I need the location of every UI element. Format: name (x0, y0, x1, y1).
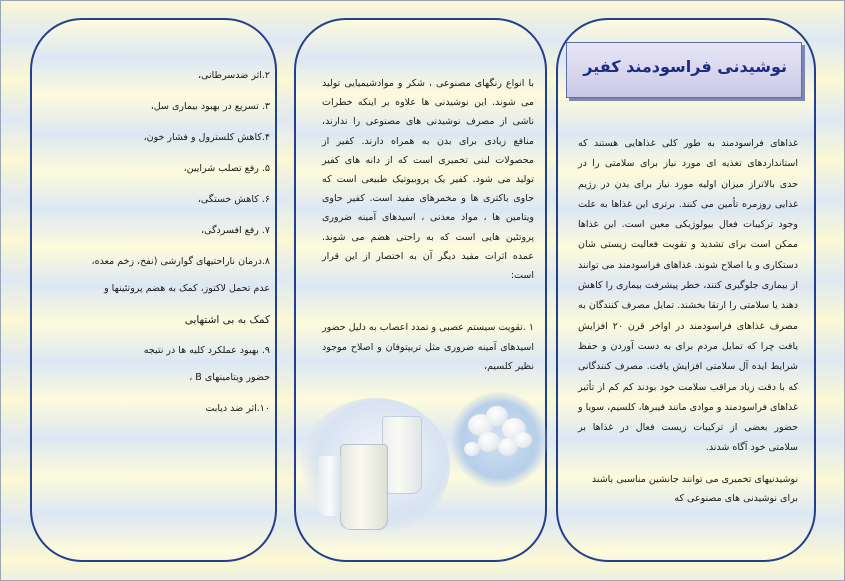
intro-paragraph-2: نوشیدنیهای تخمیری می توانند جانشین مناسبی باشند برای نوشیدنی های مصنوعی که (591, 474, 798, 504)
list-item: ۵. رفع تصلب شرایین، (183, 163, 270, 174)
intro-paragraph: غذاهای فراسودمند به طور کلی غذاهایی هستند که استانداردهای تغذیه ای مورد نیاز برای سلامتی را در حدی بالاتراز میزان اولیه مورد نیاز برای بدن در رژیم غذایی روزمره تأمین می کنند. برتری این غذاها به علت وجود ترکیبات فعال بیولوژیکی معین است. این غذاها ممکن است برای تشدید و تقویت فعالیت زیستی شان دستکاری و یا اصلاح شوند. غذاهای فراسودمند می توانند از بیماری جلوگیری کنند، خطر پیشرفت بیماری را کاهش دهند یا سلامتی را ارتقا بخشند. تمایل مصرف کنندگان به مصرف غذاهای فراسودمند در اواخر قرن ۲۰ افزایش یافت چرا که تمایل مردم برای به دست آوردن و حفظ شرایط ایده آل سلامتی افزایش یافت. مصرف کنندگانی که با دقت زیاد مراقب سلامت خود بودند کم کم از تأثیر غذاهای فراسودمند و موادی مانند فیبرها، کلسیم، سویا و حضور بعضی از ترکیبات زیست فعال در غذاها بر سلامتی خود آگاه شدند. (578, 138, 798, 454)
list-item: عدم تحمل لاکتوز، کمک به هضم پروتئینها و (104, 283, 270, 294)
list-item: ۶. کاهش خستگی، (197, 194, 270, 205)
list-item: ۴.کاهش کلسترول و فشار خون، (143, 132, 270, 143)
list-item: ۳. تسریع در بهبود بیماری سل، (150, 101, 270, 112)
kefir-glass-photo (300, 398, 450, 534)
middle-paragraph: با انواع رنگهای مصنوعی ، شکر و موادشیمیایی تولید می شوند. این نوشیدنی ها علاوه بر اینکه خطرات ناشی از مصرف نوشیدنی های مصنوعی را ندارند، منافع زیادی برای بدن به همراه دارند. کفیر از محصولات لبنی تخمیری است که از دانه های کفیر تولید می شود. کفیر یک پروبیوتیک طبیعی است که حاوی باکتری ها و مخمرهای مفید است. کفیر حاوی ویتامین ها ، مواد معدنی ، اسیدهای آمینه ضروری پروتئین هایی است که به راحتی هضم می شوند. عمده اثرات مفید دیگر آن به اختصار از این قرار است: (322, 78, 534, 282)
list-item: ۸.درمان ناراحتیهای گوارشی (نفخ، زخم معده، (91, 256, 270, 267)
list-item: ۷. رفع افسردگی، (201, 225, 270, 236)
title-banner (566, 42, 802, 98)
benefits-list (48, 70, 270, 434)
list-item: حضور ویتامینهای B ، (189, 372, 270, 383)
list-item: ۹. بهبود عملکرد کلیه ها در نتیجه (143, 345, 270, 356)
kefir-grains-photo (450, 392, 548, 488)
list-item: ۲.اثر ضدسرطانی، (197, 70, 270, 81)
page-title: نوشیدنی فراسودمند کفیر (583, 57, 787, 76)
list-item: ۱۰.اثر ضد دیابت (205, 403, 270, 414)
middle-list-item: ۱ .تقویت سیستم عصبی و تمدد اعصاب به دلیل حضور اسیدهای آمینه ضروری مثل تریپتوفان و اصلاح موجود نظیر کلسیم، (322, 322, 534, 373)
list-item: کمک به بی اشتهایی (184, 314, 270, 326)
